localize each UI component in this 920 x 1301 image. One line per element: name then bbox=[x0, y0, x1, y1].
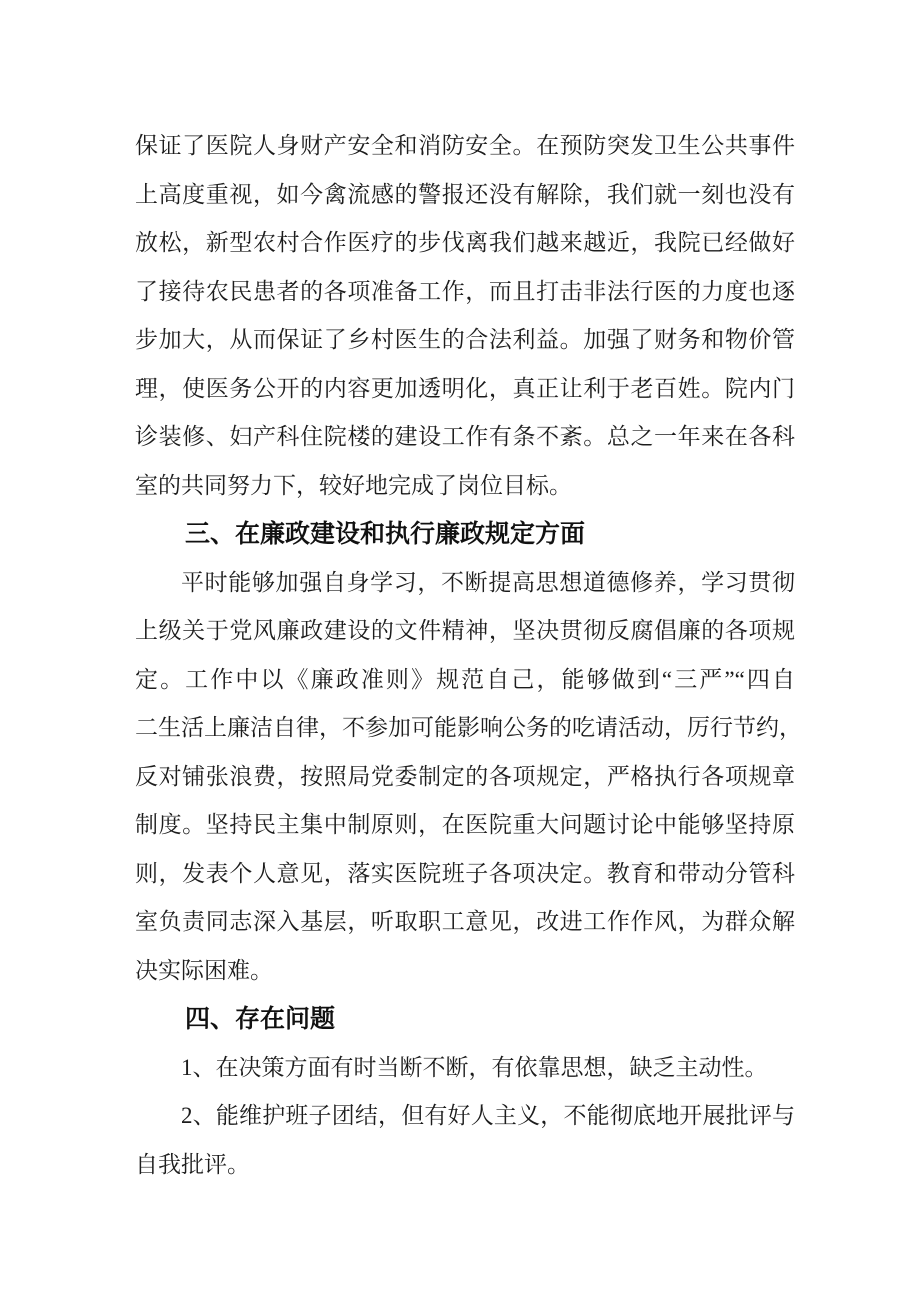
text-line: 自我批评。 bbox=[135, 1151, 250, 1177]
text-line: 诊装修、妇产科住院楼的建设工作有条不紊。总之一年来在各科 bbox=[135, 424, 795, 449]
text-line: 放松，新型农村合作医疗的步伐离我们越来越近，我院已经做好 bbox=[135, 230, 795, 255]
text-line: 制度。坚持民主集中制原则，在医院重大问题讨论中能够坚持原 bbox=[135, 812, 795, 837]
text-line: 室负责同志深入基层，听取职工意见，改进工作作风，为群众解 bbox=[135, 909, 795, 934]
text-line: 上高度重视，如今禽流感的警报还没有解除，我们就一刻也没有 bbox=[135, 181, 795, 207]
text-block bbox=[135, 122, 802, 1189]
text-line: 1、在决策方面有时当断不断，有依靠思想，缺乏主动性。 bbox=[181, 1054, 768, 1080]
text-line: 保证了医院人身财产安全和消防安全。在预防突发卫生公共事件 bbox=[135, 133, 795, 158]
text-line: 上级关于党风廉政建设的文件精神，坚决贯彻反腐倡廉的各项规 bbox=[135, 618, 795, 643]
text-line: 了接待农民患者的各项准备工作，而且打击非法行医的力度也逐 bbox=[135, 278, 795, 304]
text-line: 2、能维护班子团结，但有好人主义，不能彻底地开展批评与 bbox=[181, 1103, 795, 1128]
text-line: 室的共同努力下，较好地完成了岗位目标。 bbox=[135, 472, 572, 498]
text-line: 二生活上廉洁自律，不参加可能影响公务的吃请活动，厉行节约， bbox=[135, 715, 802, 740]
text-line: 步加大，从而保证了乡村医生的合法利益。加强了财务和物价管 bbox=[135, 327, 795, 352]
text-line: 平时能够加强自身学习，不断提高思想道德修养，学习贯彻 bbox=[181, 569, 795, 595]
section-heading: 三、在廉政建设和执行廉政规定方面 bbox=[185, 520, 586, 548]
text-line: 反对铺张浪费，按照局党委制定的各项规定，严格执行各项规章 bbox=[135, 763, 795, 789]
text-line: 则，发表个人意见，落实医院班子各项决定。教育和带动分管科 bbox=[135, 860, 795, 886]
text-line: 理，使医务公开的内容更加透明化，真正让利于老百姓。院内门 bbox=[135, 375, 795, 401]
text-line: 决实际困难。 bbox=[135, 957, 273, 983]
text-line: 定。工作中以《廉政准则》规范自己，能够做到“三严”“四自 bbox=[135, 666, 795, 692]
section-heading: 四、存在问题 bbox=[185, 1005, 336, 1033]
